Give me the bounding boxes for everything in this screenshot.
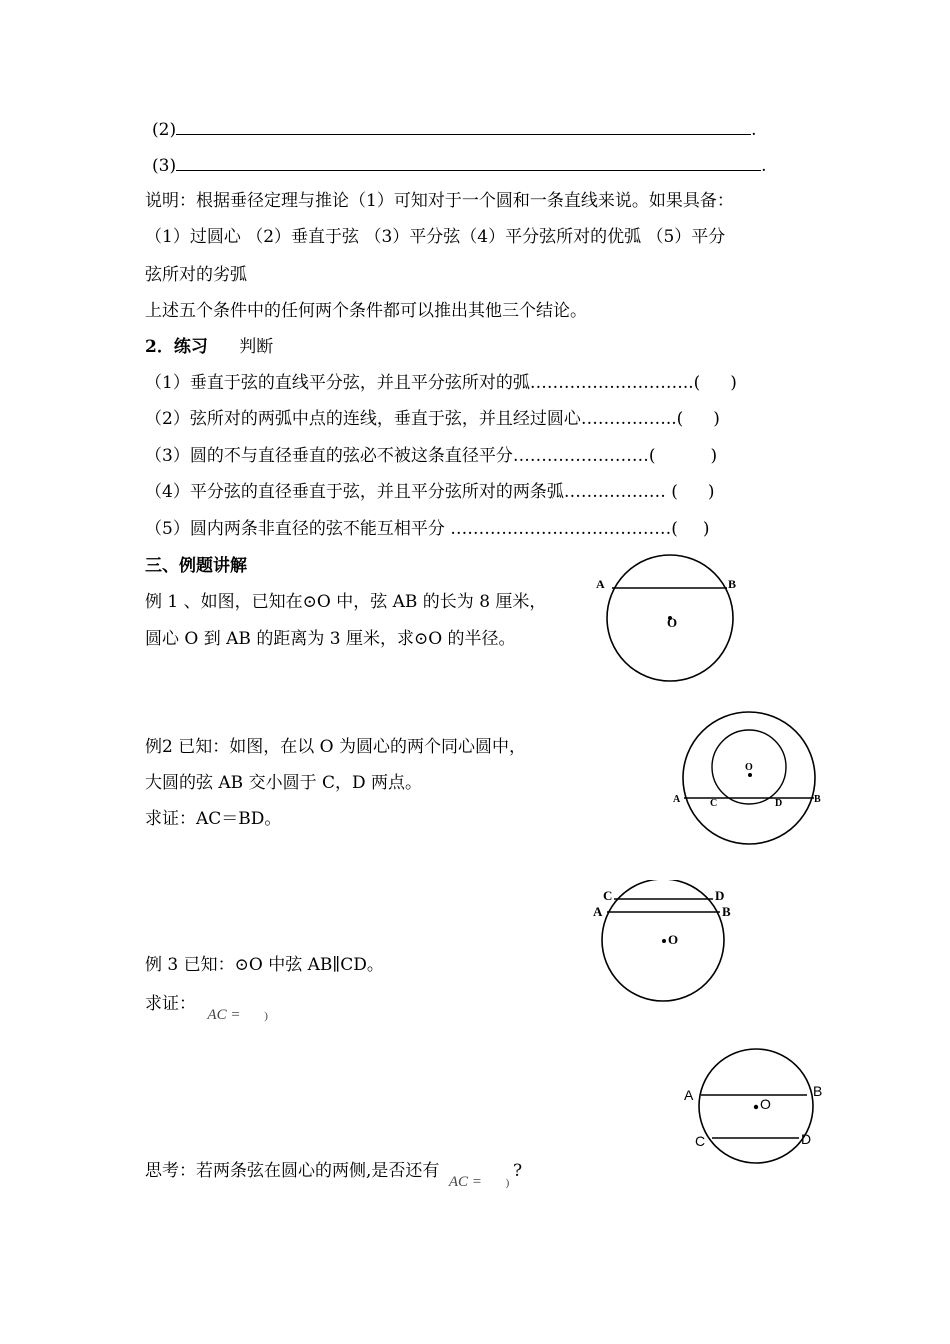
example3-line-2 — [145, 993, 268, 1023]
label-c: C — [603, 888, 613, 903]
fill-end: . — [751, 120, 757, 140]
example1-line-1: 例 1 、如图，已知在⊙O 中，弦 AB 的长为 8 厘米， — [145, 592, 547, 612]
practice-item-text: （3）圆的不与直径垂直的弦必不被这条直径平分……………………( — [145, 446, 656, 466]
arc-formula — [207, 1007, 267, 1023]
example2-line-1: 例2 已知：如图，在以 O 为圆心的两个同心圆中， — [145, 737, 526, 757]
example1-line-2: 圆心 O 到 AB 的距离为 3 厘米，求⊙O 的半径。 — [145, 629, 516, 649]
think-figure — [676, 1043, 836, 1173]
practice-item-text: （5）圆内两条非直径的弦不能互相平分 …………………………………( — [145, 519, 678, 539]
label-b: B — [722, 904, 731, 919]
formula-text: AC = — [207, 1007, 241, 1023]
practice-item-1 — [145, 372, 737, 394]
practice-item-text: （1）垂直于弦的直线平分弦，并且平分弦所对的弧………………………..( — [145, 373, 701, 393]
label-a: A — [593, 904, 603, 919]
practice-item-2 — [145, 408, 720, 430]
outer-circle — [683, 712, 815, 844]
practice-item-text: （2）弦所对的两弧中点的连线，垂直于弦，并且经过圆心……………..( — [145, 409, 684, 429]
practice-item-close: ) — [713, 409, 720, 429]
practice-title: 2．练习 — [145, 337, 208, 357]
think-end: ? — [513, 1161, 523, 1181]
fill-line-3 — [152, 154, 767, 177]
explanation-line-2: （1）过圆心 （2）垂直于弦 （3）平分弦（4）平分弦所对的优弧 （5）平分 — [145, 227, 726, 247]
fill-line-2 — [152, 118, 757, 141]
think-text: 思考：若两条弦在圆心的两侧,是否还有 — [145, 1161, 440, 1181]
label-a: A — [684, 1087, 694, 1103]
practice-item-close: ) — [730, 373, 737, 393]
explanation-line-4: 上述五个条件中的任何两个条件都可以推出其他三个结论。 — [145, 301, 587, 321]
example2-figure — [668, 708, 828, 848]
label-o: O — [745, 762, 753, 773]
think-line — [145, 1160, 523, 1190]
label-d: D — [715, 888, 725, 903]
fill-label: (3) — [152, 156, 177, 176]
label-o: O — [668, 932, 679, 947]
explanation-line-1: 说明：根据垂径定理与推论（1）可知对于一个圆和一条直线来说。如果具备： — [145, 191, 734, 211]
practice-sub: 判断 — [239, 337, 274, 357]
arc-formula — [449, 1174, 513, 1190]
label-b: B — [728, 577, 737, 591]
practice-item-close: ) — [710, 446, 718, 466]
practice-item-5 — [145, 518, 710, 540]
label-o: O — [667, 615, 678, 630]
example2-line-3: 求证：AC＝BD。 — [145, 809, 282, 829]
practice-item-4 — [145, 481, 715, 503]
explanation-line-3: 弦所对的劣弧 — [145, 265, 247, 285]
answer-blank[interactable] — [176, 118, 751, 135]
example1-figure — [590, 548, 750, 688]
practice-item-close: ) — [707, 482, 715, 502]
fill-label: (2) — [152, 120, 177, 140]
formula-close: ) — [264, 1010, 268, 1022]
label-d: D — [775, 798, 783, 809]
practice-item-text: （4）平分弦的直径垂直于弦，并且平分弦所对的两条弧……………… ( — [145, 482, 678, 502]
label-b: B — [813, 1083, 823, 1099]
center-point — [662, 939, 666, 943]
practice-item-close: ) — [702, 519, 710, 539]
practice-heading — [145, 336, 273, 358]
label-d: D — [801, 1131, 812, 1147]
example3-figure — [585, 880, 745, 1010]
formula-close: ) — [505, 1177, 510, 1189]
label-c: C — [710, 798, 718, 809]
answer-blank[interactable] — [176, 154, 761, 171]
label-c: C — [695, 1133, 706, 1149]
section-heading: 三、例题讲解 — [145, 556, 247, 576]
label-a: A — [596, 577, 605, 591]
fill-end: . — [761, 156, 767, 176]
label-a: A — [673, 794, 681, 805]
formula-text: AC = — [448, 1174, 482, 1190]
practice-item-3 — [145, 445, 717, 467]
center-point — [748, 773, 752, 777]
example3-line-1: 例 3 已知：⊙O 中弦 AB∥CD。 — [145, 955, 384, 975]
prove-label: 求证： — [145, 994, 196, 1014]
label-o: O — [760, 1096, 771, 1112]
example2-line-2: 大圆的弦 AB 交小圆于 C，D 两点。 — [145, 773, 423, 793]
label-b: B — [814, 794, 821, 805]
center-point — [754, 1105, 758, 1109]
